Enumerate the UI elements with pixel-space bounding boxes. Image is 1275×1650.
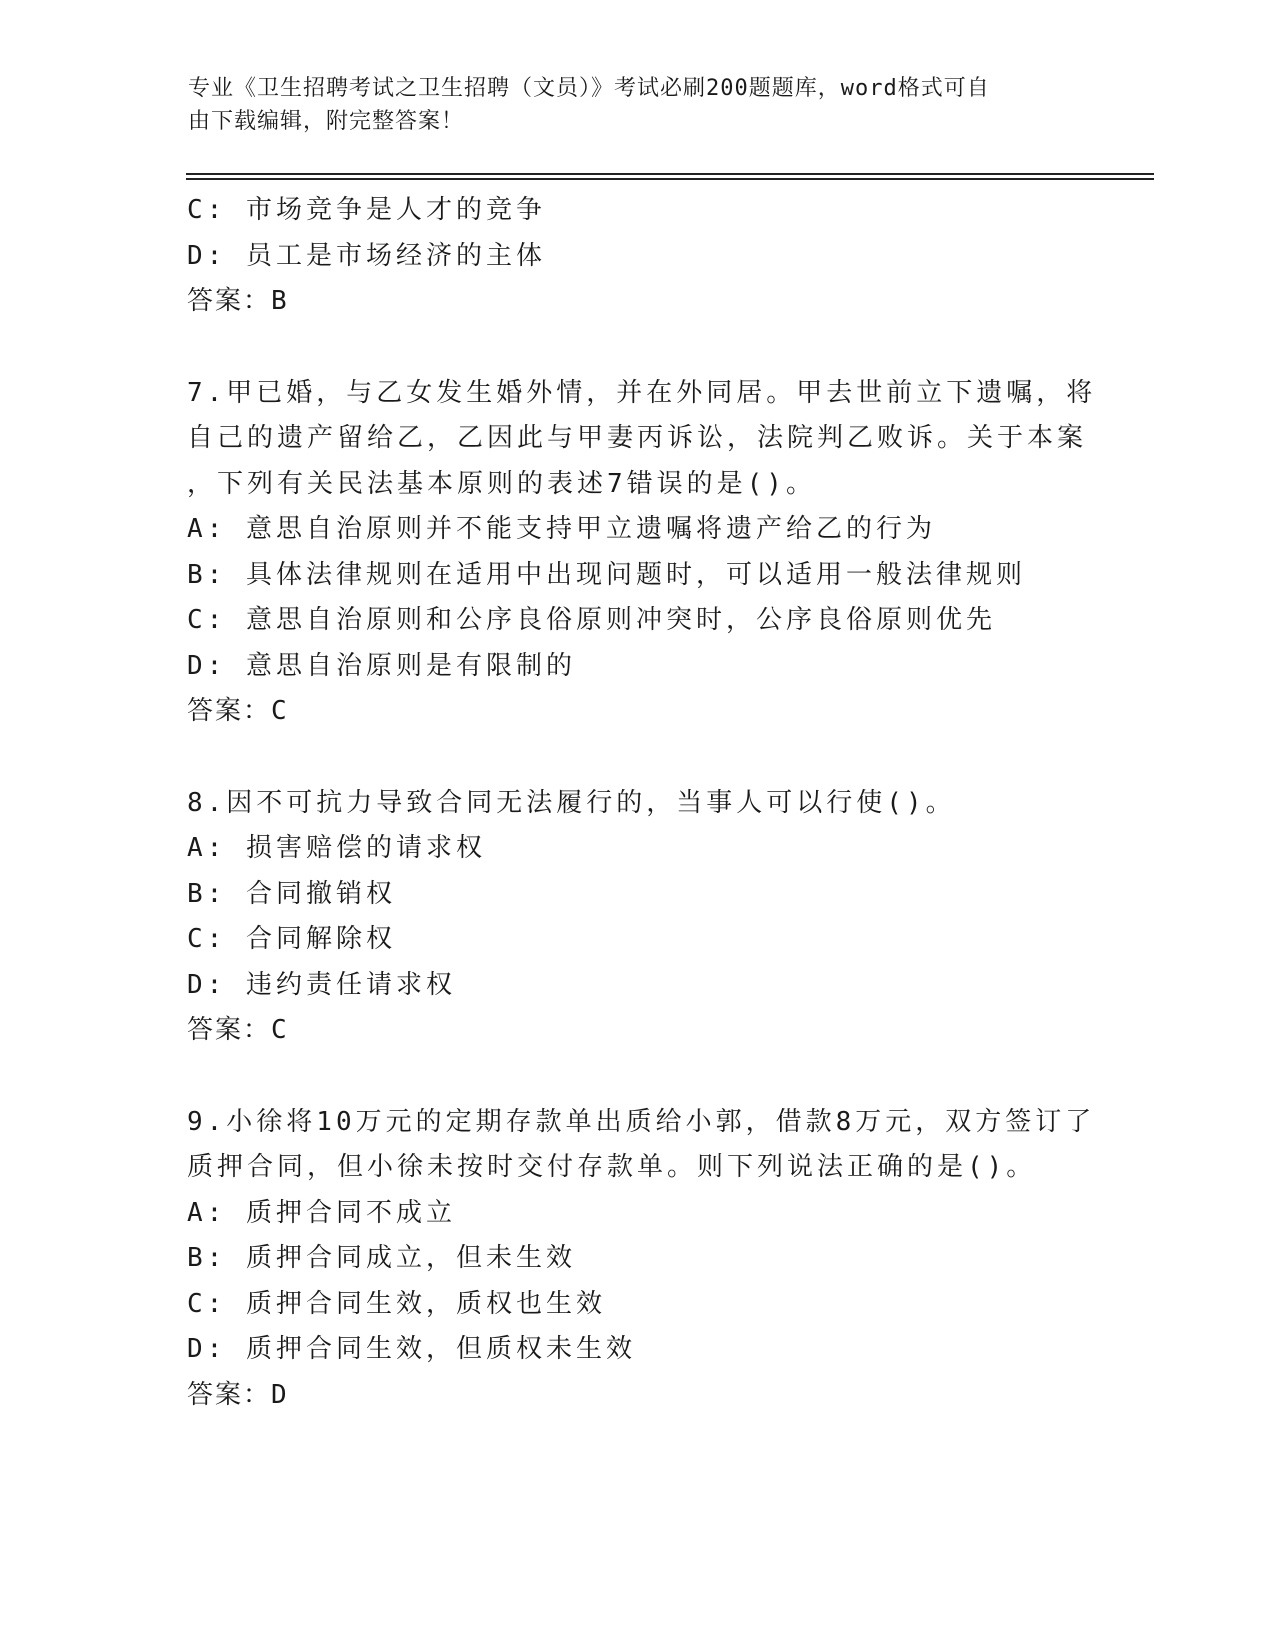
question-9: [187, 1100, 1096, 1419]
option: C: 市场竞争是人才的竞争: [187, 195, 546, 225]
option: B: 质押合同成立，但未生效: [187, 1243, 576, 1273]
option: A: 损害赔偿的请求权: [187, 833, 486, 863]
document-body: [187, 188, 1097, 1418]
option: D: 质押合同生效，但质权未生效: [187, 1334, 636, 1364]
answer: 答案：C: [187, 696, 289, 726]
header-line-2: 由下载编辑，附完整答案！: [188, 109, 465, 134]
question-text: 8.因不可抗力导致合同无法履行的，当事人可以行使()。: [187, 787, 956, 818]
option: D: 违约责任请求权: [187, 969, 456, 1000]
option: D: 意思自治原则是有限制的: [187, 650, 576, 681]
question-text: 自己的遗产留给乙，乙因此与甲妻丙诉讼，法院判乙败诉。关于本案: [187, 423, 1088, 453]
option: D: 员工是市场经济的主体: [187, 240, 546, 271]
document-header: [188, 72, 1068, 138]
question-text: 质押合同，但小徐未按时交付存款单。则下列说法正确的是()。: [187, 1152, 1037, 1182]
header-line-1: 专业《卫生招聘考试之卫生招聘（文员）》考试必刷200题题库，word格式可自: [188, 76, 990, 101]
continued-question: [187, 188, 1087, 325]
option: C: 合同解除权: [187, 924, 396, 954]
option: A: 质押合同不成立: [187, 1197, 456, 1228]
answer: 答案：D: [187, 1379, 289, 1410]
answer: 答案：B: [187, 286, 289, 316]
answer: 答案：C: [187, 1015, 289, 1045]
question-7: [187, 371, 1097, 735]
question-text: 7.甲已婚，与乙女发生婚外情，并在外同居。甲去世前立下遗嘱，将: [187, 377, 1097, 408]
option: C: 质押合同生效，质权也生效: [187, 1288, 606, 1319]
option: A: 意思自治原则并不能支持甲立遗嘱将遗产给乙的行为: [187, 514, 936, 544]
question-text: ，下列有关民法基本原则的表述7错误的是()。: [187, 468, 816, 499]
header-rule-bottom: [186, 178, 1154, 180]
option: B: 合同撤销权: [187, 878, 396, 909]
option: C: 意思自治原则和公序良俗原则冲突时，公序良俗原则优先: [187, 605, 996, 635]
header-rule-top: [186, 173, 1154, 175]
option: B: 具体法律规则在适用中出现问题时，可以适用一般法律规则: [187, 559, 1026, 590]
question-text: 9.小徐将10万元的定期存款单出质给小郭，借款8万元，双方签订了: [187, 1106, 1096, 1137]
question-8: [187, 781, 1087, 1054]
